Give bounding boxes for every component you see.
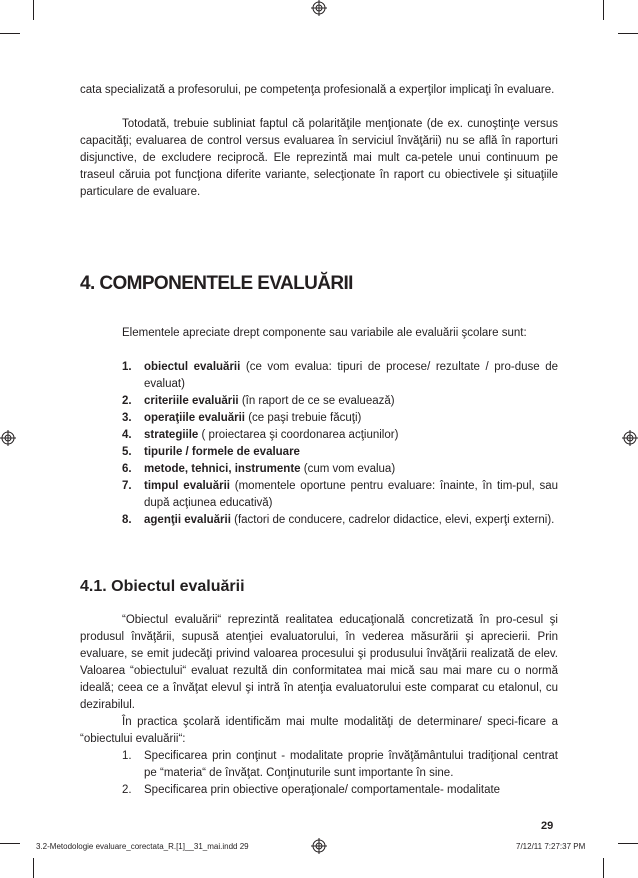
page-number: 29 [541,820,554,832]
item-term: timpul evaluării [144,480,230,492]
item-term: criteriile evaluării [144,395,239,407]
specification-item [122,748,558,782]
item-term: operaţiile evaluării [144,412,245,424]
component-item [122,512,558,529]
component-item [122,478,558,512]
crop-mark-top-right-h [618,33,638,34]
item-term: obiectul evaluării [144,361,241,373]
item-term: strategiile [144,429,199,441]
crop-mark-bottom-left-v [33,858,34,878]
section-4-1-paragraph-definition: “Obiectul evaluării“ reprezintă realitatea educaţională concretizată în pro-cesul şi produsul învăţării, supusă atenţiei evaluatorului, în vederea măsurării şi aprecierii. Prin evaluare, se emit judecăţi privind valoarea procesului şi produsului învăţării realizată de elev. Valoarea “obiectului“ evaluat rezultă din conformitatea mai mică sau mai mare cu o normă ideală; ceea ce a învăţat elevul şi intră în atenţia evaluatorului este comparat cu etalonul, cu dezirabilul. [80,614,558,711]
section-4-1-heading: 4.1. Obiectul evaluării [80,578,245,595]
section-4-intro: Elementele apreciate drept componente sau variabile ale evaluării şcolare sunt: [122,327,527,339]
crop-mark-top-left-v [33,0,34,20]
crop-mark-bottom-right-v [603,858,604,878]
item-term: metode, tehnici, instrumente [144,463,301,475]
component-item [122,444,558,461]
item-text: Specificarea prin conţinut - modalitate proprie învăţământului tradiţional centrat pe “materia“ de învăţat. Conţinuturile sunt importante în sine. [144,750,558,779]
item-number: 3. [122,412,132,424]
item-number: 1. [122,750,132,762]
slug-filename: 3.2-Metodologie evaluare_corectata_R.[1]__31_mai.indd 29 [36,842,249,851]
item-number: 1. [122,361,132,373]
crop-mark-top-left-h [0,33,20,34]
section-4-1-paragraph-practice: În practica şcolară identificăm mai multe modalităţi de determinare/ speci-ficare a “obiectului evaluării“: [80,716,558,745]
item-description: (cum vom evalua) [300,463,396,475]
registration-mark-right [622,430,638,446]
crop-mark-bottom-left-h [0,843,20,844]
item-number: 4. [122,429,132,441]
component-item [122,427,558,444]
item-number: 5. [122,446,132,458]
item-number: 8. [122,514,132,526]
item-description: (ce paşi trebuie făcuţi) [245,412,362,424]
item-term: agenţii evaluării [144,514,231,526]
item-description: (ce vom evalua: tipuri de procese/ rezultate / pro-duse de evaluat) [144,361,558,390]
item-text: Specificarea prin obiective operaţionale/ comportamentale- modalitate [144,784,501,796]
component-item [122,359,558,393]
intro-paragraph-continued: cata specializată a profesorului, pe competenţa profesională a experţilor implicaţi în evaluare. [80,84,555,96]
item-description: (factori de conducere, cadrelor didactice, elevi, experţi externi). [230,514,555,526]
registration-mark-top [311,0,327,16]
components-list [122,359,558,529]
specification-list [122,748,558,799]
item-description: ( proiectarea şi coordonarea acţiunilor) [198,429,399,441]
registration-mark-left [0,430,16,446]
item-number: 2. [122,784,132,796]
slug-timestamp: 7/12/11 7:27:37 PM [516,842,586,851]
item-term: tipurile / formele de evaluare [144,446,300,458]
item-description: (în raport de ce se evaluează) [238,395,395,407]
component-item [122,393,558,410]
section-4-heading: 4. COMPONENTELE EVALUĂRII [80,273,353,294]
component-item [122,410,558,427]
component-item [122,461,558,478]
crop-mark-bottom-right-h [618,843,638,844]
item-number: 7. [122,480,132,492]
item-number: 6. [122,463,132,475]
item-number: 2. [122,395,132,407]
item-description: (momentele oportune pentru evaluare: înainte, în tim-pul, sau după acţiunea educativă) [144,480,558,509]
crop-mark-top-right-v [603,0,604,20]
registration-mark-bottom [311,838,327,854]
intro-paragraph-polarities: Totodată, trebuie subliniat faptul că polarităţile menţionate (de ex. cunoştinţe versus capacităţi; evaluarea de control versus evaluarea în serviciul învăţării) nu se află în raporturi disjunctive, de excludere reciprocă. Ele reprezintă mai mult ca-petele unui continuum pe traseul căruia pot funcţiona diferite variante, selecţionate în raport cu obiectivele şi situaţiile particulare de evaluare. [80,118,558,198]
specification-item [122,782,558,799]
